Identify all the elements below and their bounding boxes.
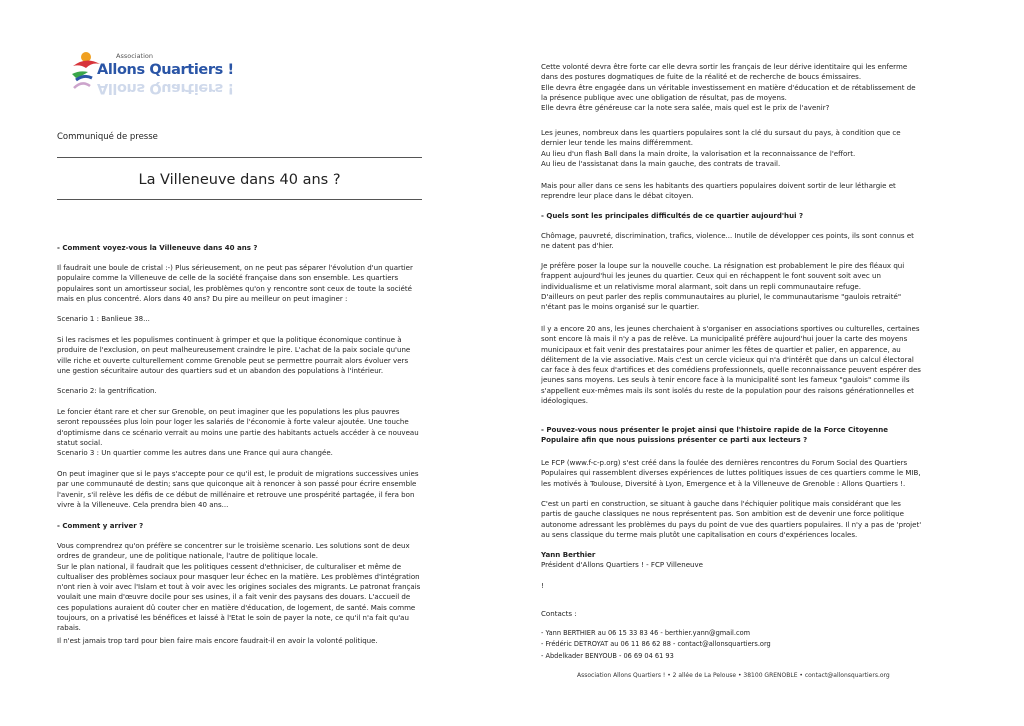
logo-name-reflection: Allons Quartiers ! [97, 80, 234, 96]
paragraph: Je préfère poser la loupe sur la nouvelle couche. La résignation est probablement le pire des fléaux qui frappent aujourd'hui les jeunes du quartier. Ceux qui en réchappent le font souvent soit avec un individualisme et un relativisme moral alarmant, soit dans un repli communautaire refuge. D'ailleurs on peut parler des replis communautaires au pluriel, le communautarisme "gaulois retraité" n'étant pas le moins organisé sur le quartier. [541, 261, 905, 312]
section-heading: - Comment voyez-vous la Villeneuve dans 40 ans ? [57, 243, 258, 252]
paragraph: Le foncier étant rare et cher sur Grenoble, on peut imaginer que les populations les plus pauvres seront repoussées plus loin pour loger les salariés de l'économie à forte valeur ajoutée. Une touche d'optimisme dans ce scénario verrait au moins une partie des habitants actuels accéder à ce nouveau statut social. [57, 407, 419, 447]
contact-line: - Yann BERTHIER au 06 15 33 83 46 - berthier.yann@gmail.com [541, 629, 751, 637]
section-heading: - Pouvez-vous nous présenter le projet ainsi que l'histoire rapide de la Force Citoyenne Populaire afin que nous puissions présenter ce parti aux lecteurs ? [541, 425, 888, 445]
footer-address: Association Allons Quartiers ! • 2 allée de La Pelouse • 38100 GRENOBLE • contact@allonsquartiers.org [577, 672, 890, 679]
contact-line: - Frédéric DETROYAT au 06 11 86 62 88 - contact@allonsquartiers.org [541, 640, 771, 648]
section-heading: Yann Berthier [541, 550, 596, 559]
paragraph: Chômage, pauvreté, discrimination, trafics, violence... Inutile de développer ces points, ils sont connus et ne datent pas d'hier. [541, 231, 914, 251]
paragraph: Scenario 3 : Un quartier comme les autres dans une France qui aura changée. [57, 448, 333, 457]
logo-association-label: Association [116, 52, 154, 60]
page-title: La Villeneuve dans 40 ans ? [138, 172, 341, 188]
paragraph: Il y a encore 20 ans, les jeunes cherchaient à s'organiser en associations sportives ou culturelles, certaines sont encore là mais il n'y a pas de relève. La municipalité préfère aujourd'hui jouer la carte des moyens municipaux et fait venir des prestataires pour animer les fêtes de quartier et palier, en apparence, au délitement de la vie associative. Mais c'est un cercle vicieux qui n'a d'intérêt que dans un calcul électoral car face à des feux d'artifices et des comédiens professionnels, quelle reconnaissance peuvent espérer des jeunes sans moyens. Les seuls à tenir encore face à la municipalité sont les fameux "gaulois" comme ils s'appellent eux-mêmes mais ils sont isolés du reste de la population pour des raisons générationnelles et idéologiques. [541, 324, 921, 406]
paragraph: Contacts : [541, 609, 577, 618]
paragraph: Mais pour aller dans ce sens les habitants des quartiers populaires doivent sortir de leur léthargie et reprendre leur place dans le débat citoyen. [541, 181, 896, 201]
paragraph: Il n'est jamais trop tard pour bien faire mais encore faudrait-il en avoir la volonté politique. [57, 636, 378, 645]
paragraph: Scenario 2: la gentrification. [57, 386, 157, 395]
divider [57, 157, 422, 158]
paragraph: Si les racismes et les populismes continuent à grimper et que la politique économique continue à produire de l'exclusion, on peut malheureusement craindre le pire. L'achat de la paix sociale qu'une ville riche et ouverte culturellement comme Grenoble peut se permettre pourrait alors évoluer vers une gestion sécuritaire autour des quartiers sud et un abandon des populations à l'intérieur. [57, 335, 411, 375]
allons-quartiers-logo [70, 48, 240, 110]
paragraph: ! [541, 581, 544, 590]
paragraph: Il faudrait une boule de cristal :-) Plus sérieusement, on ne peut pas séparer l'évolution d'un quartier populaire comme la Villeneuve de celle de la société française dans son ensemble. Les quartiers populaires sont un amortisseur social, les problèmes qu'on y rencontre sont ceux de toute la société mais en plus concentré. Alors dans 40 ans? Du pire au meilleur on peut imaginer : [57, 263, 413, 303]
paragraph: Cette volonté devra être forte car elle devra sortir les français de leur dérive identitaire qui les enferme dans des postures dogmatiques de fuite de la réalité et de recherche de boucs émissaires. Elle devra être engagée dans un véritable investissement en matière d'éducation et de rétablissement de la présence publique avec une obligation de résultat, pas de moyens. Elle devra être généreuse car la note sera salée, mais quel est le prix de l'avenir? [541, 62, 916, 113]
paragraph: Président d'Allons Quartiers ! - FCP Villeneuve [541, 560, 703, 569]
paragraph: Le FCP (www.f-c-p.org) s'est créé dans la foulée des dernières rencontres du Forum Social des Quartiers Populaires qui rassemblent diverses expériences de luttes politiques issues de ces quartiers comme le MIB, les motivés à Toulouse, Diversité à Lyon, Emergence et à la Villeneuve de Grenoble : Allons Quartiers !. [541, 458, 921, 488]
logo-name: Allons Quartiers ! [97, 62, 234, 78]
section-heading: - Quels sont les principales difficultés de ce quartier aujourd'hui ? [541, 211, 804, 220]
paragraph: Les jeunes, nombreux dans les quartiers populaires sont la clé du sursaut du pays, à condition que ce dernier leur tende les mains différemment. Au lieu d'un flash Ball dans la main droite, la valorisation et la reconnaissance de l'effort. Au lieu de l'assistanat dans la main gauche, des contrats de travail. [541, 128, 901, 168]
paragraph: Scenario 1 : Banlieue 38... [57, 314, 150, 323]
divider [57, 199, 422, 200]
paragraph: C'est un parti en construction, se situant à gauche dans l'échiquier politique mais considérant que les partis de gauche classiques ne nous représentent pas. Son ambition est de devenir une force politique autonome adressant les problèmes du pays du point de vue des quartiers populaires. Il n'y a pas de 'projet' au sens classique du terme mais plutôt une capitalisation en cours d'expériences locales. [541, 499, 922, 539]
paragraph: Vous comprendrez qu'on préfère se concentrer sur le troisième scenario. Les solutions sont de deux ordres de grandeur, une de politique nationale, l'autre de politique locale. Sur le plan national, il faudrait que les politiques cessent d'ethniciser, de culturaliser et même de cultualiser des problèmes sociaux pour masquer leur échec en la matière. Les problèmes d'intégration n'ont rien à voir avec l'Islam et tout à voir avec les origines sociales des migrants. Le patronat français voulait une main d'œuvre docile pour ses usines, il a fait venir des paysans des douars. L'accueil de ces populations auraient dû couter cher en matière d'éducation, de logement, de santé. Mais comme toujours, on a privatisé les bénéfices et laissé à l'Etat le soin de payer la note, ce qu'il n'a fait qu'au rabais. [57, 541, 421, 633]
section-heading: - Comment y arriver ? [57, 521, 144, 530]
contact-line: - Abdelkader BENYOUB - 06 69 04 61 93 [541, 652, 674, 660]
paragraph: On peut imaginer que si le pays s'accepte pour ce qu'il est, le produit de migrations successives unies par une communauté de destin; sans que quiconque ait à renoncer à son passé pour écrire ensemble l'avenir, s'il relève les défis de ce début de millénaire et retrouve une prospérité partagée, il fera bon vivre à la Villeneuve. Cela prendra bien 40 ans... [57, 469, 419, 509]
communique-label: Communiqué de presse [57, 132, 158, 142]
